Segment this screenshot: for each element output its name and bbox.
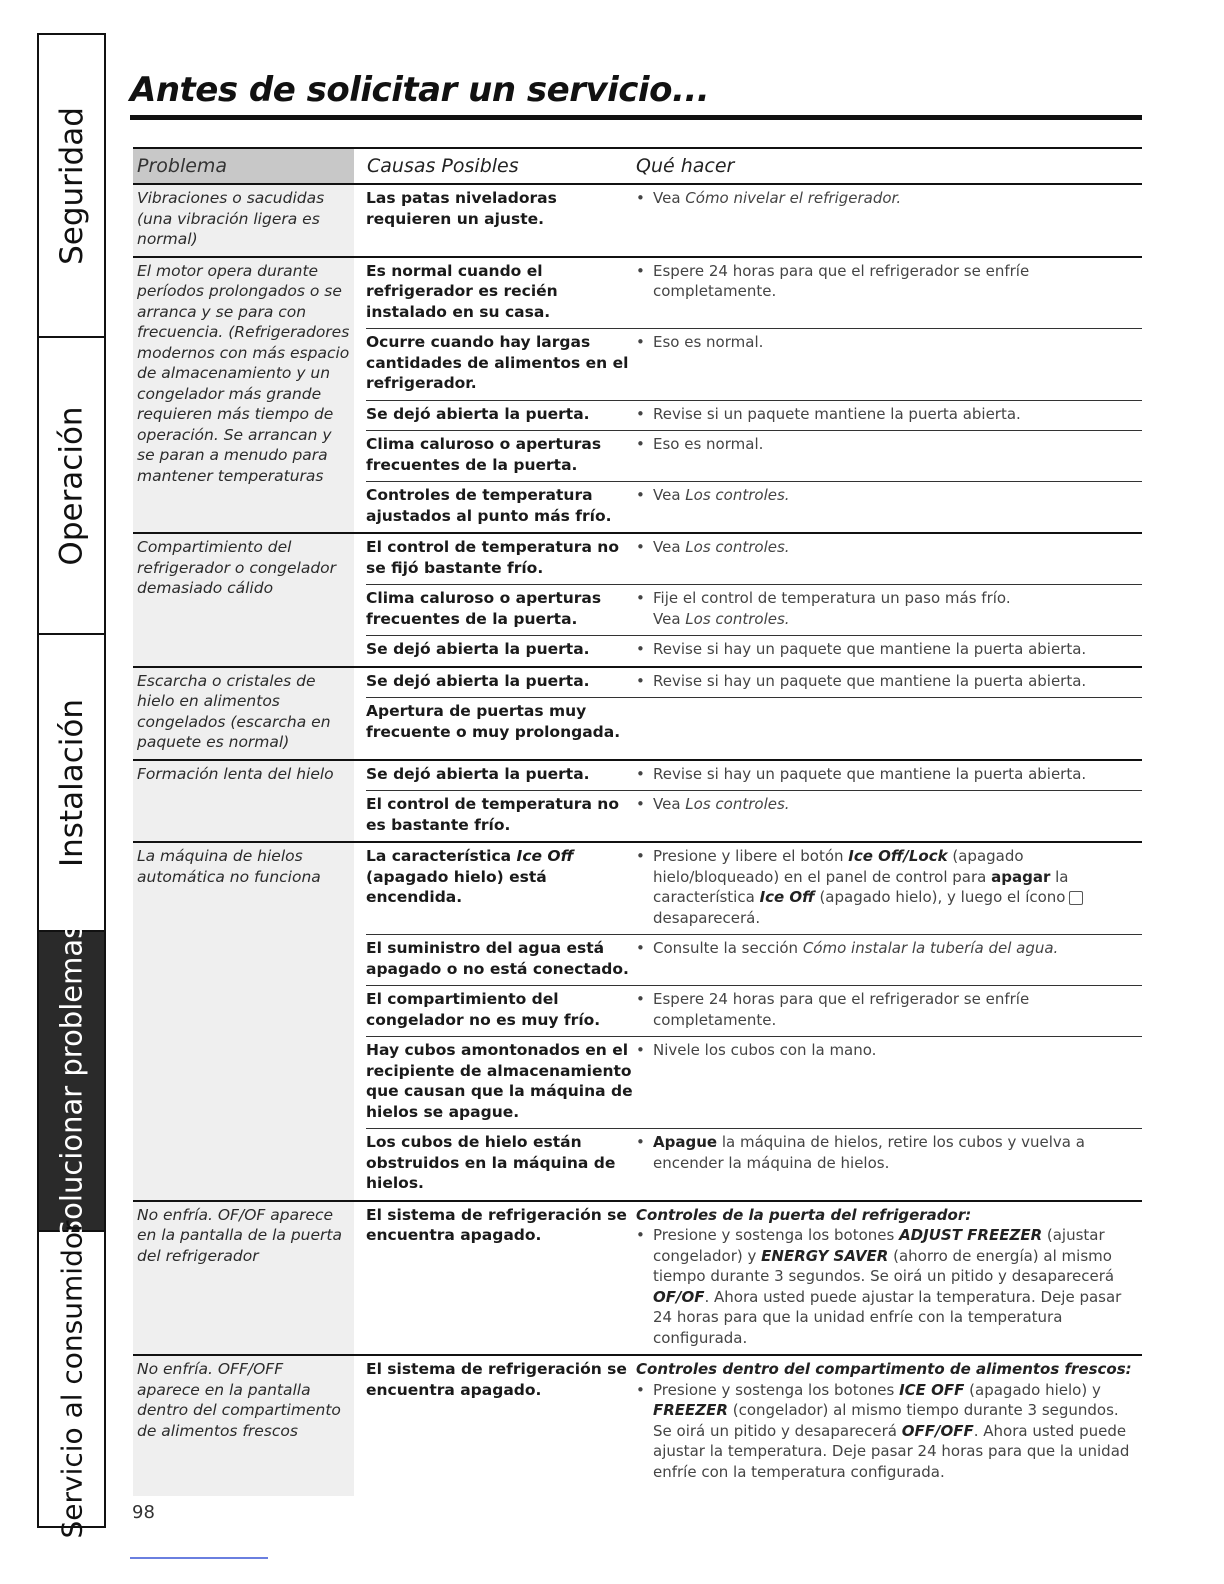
troubleshooting-table	[133, 147, 1142, 1496]
table-row	[366, 534, 1142, 585]
table-row	[366, 935, 1142, 986]
table-group	[133, 761, 1142, 844]
table-group	[133, 534, 1142, 668]
todo-cell: • Eso es normal.	[636, 333, 764, 351]
todo-cell: • Espere 24 horas para que el refrigerador se enfríe completamente.	[636, 261, 1030, 300]
todo-cell: • Revise si un paquete mantiene la puerta abierta.	[636, 404, 1021, 423]
table-group	[133, 185, 1142, 258]
table-group	[133, 1202, 1142, 1357]
problem-cell: No enfría. OF/OF aparece en la pantalla de la puerta del refrigerador	[133, 1202, 354, 1355]
table-group	[133, 668, 1142, 761]
table-row	[366, 843, 1142, 935]
problem-cell: Formación lenta del hielo	[133, 761, 354, 842]
cause-cell: Apertura de puertas muy frecuente o muy prolongada.	[366, 702, 621, 741]
todo-cell: • Espere 24 horas para que el refrigerador se enfríe completamente.	[636, 990, 1030, 1029]
table-row	[366, 668, 1142, 699]
cause-cell: El sistema de refrigeración se encuentra apagado.	[366, 1360, 627, 1399]
tab-seguridad[interactable]	[39, 35, 104, 338]
tab-servicio-al-consumidor[interactable]	[39, 1220, 104, 1538]
cause-cell: Se dejó abierta la puerta.	[366, 404, 590, 423]
page-number: 98	[132, 1502, 155, 1523]
header-todo: Qué hacer	[636, 155, 735, 177]
table-row	[366, 1037, 1142, 1129]
tab-label: Solucionar problemas	[54, 923, 89, 1239]
problem-cell: Compartimiento del refrigerador o congelador demasiado cálido	[133, 534, 354, 666]
todo-cell: • Vea Cómo nivelar el refrigerador.	[636, 189, 902, 207]
cause-cell: El suministro del agua está apagado o no está conectado.	[366, 939, 629, 978]
table-row	[366, 329, 1142, 401]
cause-cell: Los cubos de hielo están obstruidos en la máquina de hielos.	[366, 1133, 616, 1192]
table-header	[133, 147, 1142, 185]
tab-label: Operación	[53, 405, 90, 566]
todo-cell: • Vea Los controles.	[636, 795, 790, 813]
ice-maker-icon	[1069, 891, 1083, 905]
table-row	[366, 636, 1142, 666]
title-divider	[130, 115, 1142, 120]
cause-cell: Las patas niveladoras requieren un ajuste.	[366, 189, 557, 228]
header-causes: Causas Posibles	[367, 155, 519, 177]
todo-cell: • Vea Los controles.	[636, 486, 790, 504]
table-row	[366, 791, 1142, 841]
problem-cell: No enfría. OFF/OFF aparece en la pantalla dentro del compartimento de alimentos frescos	[133, 1356, 354, 1496]
page-title: Antes de solicitar un servicio...	[130, 70, 710, 110]
todo-cell: • Revise si hay un paquete que mantiene la puerta abierta.	[636, 671, 1087, 690]
table-row	[366, 482, 1142, 532]
todo-cell: • Eso es normal.	[636, 435, 764, 453]
cause-cell: Hay cubos amontonados en el recipiente de almacenamiento que causan que la máquina de hielos se apague.	[366, 1041, 633, 1121]
tab-operacion[interactable]	[39, 338, 104, 635]
table-row	[366, 1202, 1142, 1355]
table-row	[366, 1356, 1142, 1488]
todo-cell: • Consulte la sección Cómo instalar la tubería del agua.	[636, 939, 1059, 957]
table-row	[366, 761, 1142, 792]
footer-divider	[130, 1557, 268, 1559]
problem-cell: El motor opera durante períodos prolongados o se arranca y se para con frecuencia. (Refrigeradores modernos con más espacio de almacenamiento y un congelador más grande requieren más tiempo de operación. Se arrancan y se paran a menudo para mantener temperaturas	[133, 258, 354, 533]
problem-cell: Escarcha o cristales de hielo en alimentos congelados (escarcha en paquete es normal)	[133, 668, 354, 759]
table-row	[366, 185, 1142, 235]
cause-cell: Controles de temperatura ajustados al punto más frío.	[366, 486, 612, 525]
todo-cell: • Apague la máquina de hielos, retire los cubos y vuelva a encender la máquina de hielos.	[636, 1133, 1085, 1172]
cause-cell: Se dejó abierta la puerta.	[366, 764, 590, 783]
tab-label: Servicio al consumidor	[55, 1220, 89, 1538]
cause-cell: El control de temperatura no se fijó bastante frío.	[366, 538, 619, 577]
cause-cell: El compartimiento del congelador no es muy frío.	[366, 990, 601, 1029]
todo-cell: Controles dentro del compartimento de alimentos frescos: • Presione y sostenga los botones ICE OFF (apagado hielo) y FREEZER (congelador) al mismo tiempo durante 3 segundos. Se oirá un pitido y desaparecerá OFF/OFF. Ahora usted puede ajustar la temperatura. Deje pasar 24 horas para que la unidad enfríe con la temperatura configurada.	[636, 1359, 1142, 1482]
table-row	[366, 698, 1142, 748]
table-row	[366, 986, 1142, 1037]
table-row	[366, 401, 1142, 432]
table-group	[133, 258, 1142, 535]
table-row	[366, 431, 1142, 482]
cause-cell: Se dejó abierta la puerta.	[366, 640, 590, 658]
cause-cell: El sistema de refrigeración se encuentra apagado.	[366, 1205, 627, 1244]
side-navigation	[37, 33, 106, 1538]
table-group	[133, 843, 1142, 1202]
tab-solucionar-problemas[interactable]	[39, 923, 104, 1239]
problem-cell: Vibraciones o sacudidas (una vibración ligera es normal)	[133, 185, 354, 256]
header-problem: Problema	[133, 149, 354, 183]
cause-cell: Ocurre cuando hay largas cantidades de alimentos en el refrigerador.	[366, 333, 629, 392]
todo-cell: Controles de la puerta del refrigerador: • Presione y sostenga los botones ADJUST FREEZER (ajustar congelador) y ENERGY SAVER (ahorro de energía) al mismo tiempo durante 3 segundos. Se oirá un pitido y desaparecerá OF/OF. Ahora usted puede ajustar la temperatura. Deje pasar 24 horas para que la unidad enfríe con la temperatura configurada.	[636, 1205, 1142, 1349]
todo-cell: • Revise si hay un paquete que mantiene la puerta abierta.	[636, 640, 1087, 658]
table-row	[366, 258, 1142, 330]
cause-cell: Es normal cuando el refrigerador es recién instalado en su casa.	[366, 261, 558, 321]
tab-label: Seguridad	[53, 106, 90, 265]
todo-subheading: Controles de la puerta del refrigerador:	[636, 1205, 972, 1224]
tab-instalacion[interactable]	[39, 635, 104, 932]
todo-cell: • Vea Los controles.	[636, 538, 790, 556]
table-group	[133, 1356, 1142, 1496]
tab-label: Instalación	[53, 698, 90, 867]
table-row	[366, 1129, 1142, 1200]
table-row	[366, 585, 1142, 636]
todo-cell: • Revise si hay un paquete que mantiene la puerta abierta.	[636, 764, 1087, 783]
todo-cell: • Fije el control de temperatura un paso más frío. Vea Los controles.	[636, 589, 1011, 628]
todo-cell: • Nivele los cubos con la mano.	[636, 1041, 877, 1059]
todo-cell: • Presione y libere el botón Ice Off/Lock (apagado hielo/bloqueado) en el panel de control para apagar la característica Ice Off (apagado hielo), y luego el íconodesaparecerá.	[636, 846, 1142, 928]
problem-cell: La máquina de hielos automática no funciona	[133, 843, 354, 1200]
cause-cell: La característica Ice Off (apagado hielo) está encendida.	[366, 847, 574, 906]
cause-cell: Clima caluroso o aperturas frecuentes de la puerta.	[366, 435, 602, 474]
cause-cell: El control de temperatura no es bastante frío.	[366, 795, 619, 834]
cause-cell: Se dejó abierta la puerta.	[366, 671, 590, 690]
todo-cell	[636, 701, 1142, 742]
cause-cell: Clima caluroso o aperturas frecuentes de la puerta.	[366, 589, 602, 628]
todo-subheading: Controles dentro del compartimento de alimentos frescos:	[636, 1360, 1132, 1378]
